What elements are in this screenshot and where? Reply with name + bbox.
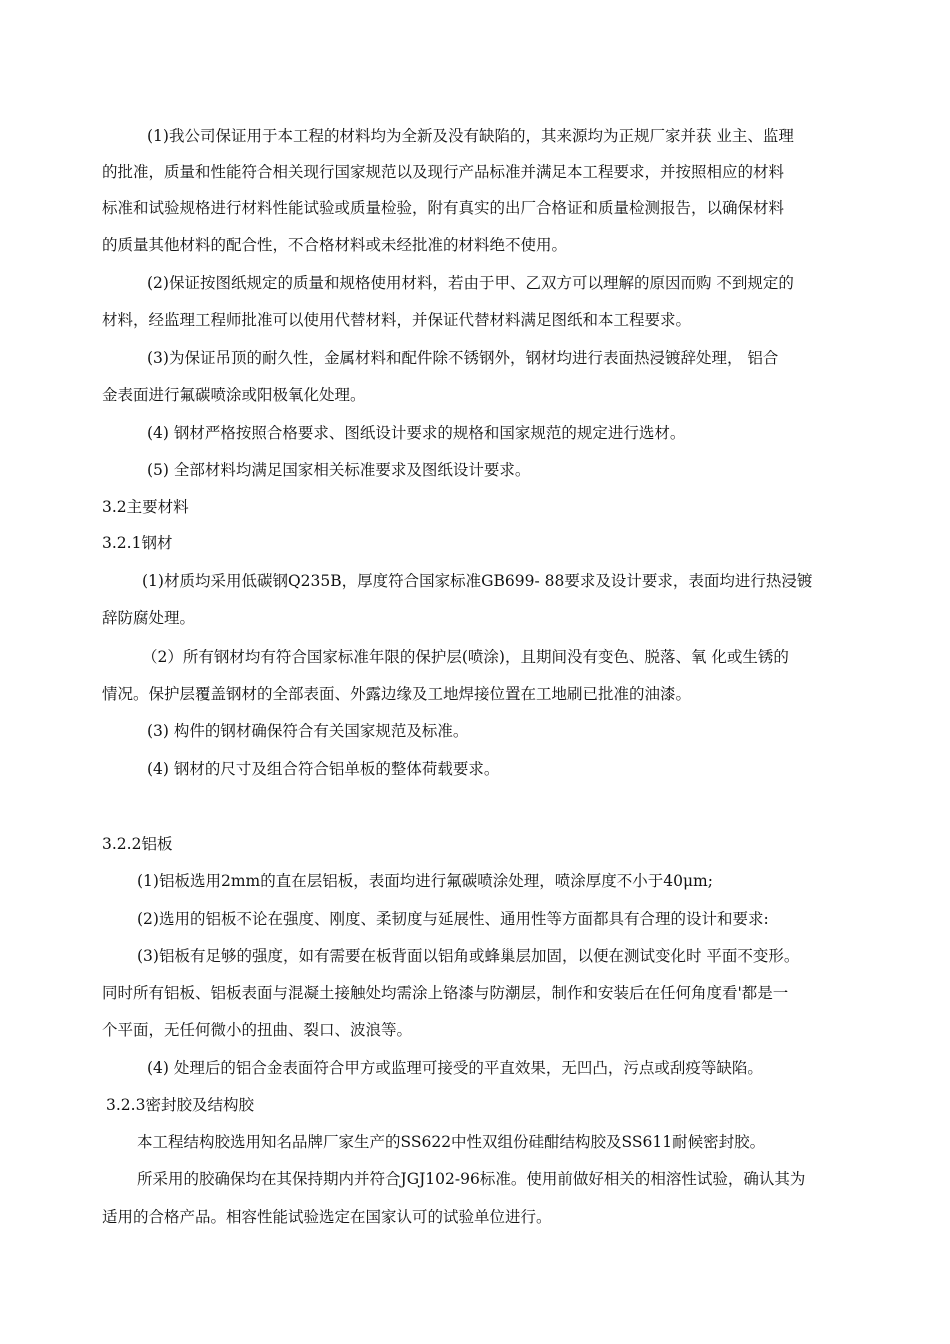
heading-3-2: 3.2主要材料 bbox=[102, 498, 189, 516]
aluminium-item-4: (4) 处理后的铝合金表面符合甲方或监理可接受的平直效果，无凹凸，污点或刮疫等缺陷。 bbox=[147, 1059, 763, 1077]
heading-3-2-1: 3.2.1钢材 bbox=[102, 534, 173, 552]
steel-item-2-line-2: 情况。保护层覆盖钢材的全部表面、外露边缘及工地焊接位置在工地刷已批准的油漆。 bbox=[102, 685, 692, 703]
aluminium-item-2: (2)选用的铝板不论在强度、刚度、柔韧度与延展性、通用性等方面都具有合理的设计和要求: bbox=[137, 910, 769, 928]
aluminium-item-3-line-3: 个平面，无任何微小的扭曲、裂口、波浪等。 bbox=[102, 1021, 413, 1039]
paragraph-1-line-2: 的批准，质量和性能符合相关现行国家规范以及现行产品标准并满足本工程要求，并按照相应的材料 bbox=[102, 163, 785, 181]
sealant-paragraph-2-line-1: 所采用的胶确保均在其保持期内并符合JGJ102-96标准。使用前做好相关的相溶性试验，确认其为 bbox=[137, 1170, 806, 1188]
steel-item-1-line-1: (1)材质均采用低碳钢Q235B，厚度符合国家标准GB699- 88要求及设计要求，表面均进行热浸镀 bbox=[142, 572, 813, 590]
aluminium-item-3-line-1: (3)铝板有足够的强度，如有需要在板背面以铝角或蜂巢层加固，以便在测试变化时 平面不变形。 bbox=[137, 947, 800, 965]
paragraph-1-line-4: 的质量其他材料的配合性，不合格材料或未经批准的材料绝不使用。 bbox=[102, 236, 568, 254]
paragraph-5: (5) 全部材料均满足国家相关标准要求及图纸设计要求。 bbox=[147, 461, 531, 479]
paragraph-1-line-1: (1)我公司保证用于本工程的材料均为全新及没有缺陷的，其来源均为正规厂家并获 业主、监理 bbox=[147, 127, 794, 145]
paragraph-4: (4) 钢材严格按照合格要求、图纸设计要求的规格和国家规范的规定进行选材。 bbox=[147, 424, 686, 442]
paragraph-2-line-2: 材料，经监理工程师批准可以使用代替材料，并保证代替材料满足图纸和本工程要求。 bbox=[102, 311, 692, 329]
steel-item-4: (4) 钢材的尺寸及组合符合铝单板的整体荷载要求。 bbox=[147, 760, 500, 778]
aluminium-item-1: (1)铝板选用2mm的直在层铝板，表面均进行氟碳喷涂处理，喷涂厚度不小于40μm; bbox=[137, 872, 713, 890]
steel-item-1-line-2: 辞防腐处理。 bbox=[102, 609, 196, 627]
paragraph-1-line-3: 标准和试验规格进行材料性能试验或质量检验，附有真实的出厂合格证和质量检测报告，以确保材料 bbox=[102, 199, 785, 217]
steel-item-3: (3) 构件的钢材确保符合有关国家规范及标准。 bbox=[147, 722, 469, 740]
paragraph-2-line-1: (2)保证按图纸规定的质量和规格使用材料，若由于甲、乙双方可以理解的原因而购 不到规定的 bbox=[147, 274, 794, 292]
aluminium-item-3-line-2: 同时所有铝板、铝板表面与混凝土接触处均需涂上铬漆与防潮层，制作和安装后在任何角度看'都是一 bbox=[102, 984, 789, 1002]
heading-3-2-3: 3.2.3密封胶及结构胶 bbox=[106, 1096, 254, 1114]
steel-item-2-line-1: （2）所有钢材均有符合国家标准年限的保护层(喷涂)，且期间没有变色、脱落、氧 化或生锈的 bbox=[142, 648, 789, 666]
heading-3-2-2: 3.2.2铝板 bbox=[102, 835, 173, 853]
paragraph-3-line-1: (3)为保证吊顶的耐久性，金属材料和配件除不锈钢外，钢材均进行表面热浸镀辞处理， 铝合 bbox=[147, 349, 779, 367]
sealant-paragraph-1: 本工程结构胶选用知名品牌厂家生产的SS622中性双组份硅酣结构胶及SS611耐候密封胶。 bbox=[137, 1133, 766, 1151]
sealant-paragraph-2-line-2: 适用的合格产品。相容性能试验选定在国家认可的试验单位进行。 bbox=[102, 1208, 552, 1226]
paragraph-3-line-2: 金表面进行氟碳喷涂或阳极氧化处理。 bbox=[102, 386, 366, 404]
